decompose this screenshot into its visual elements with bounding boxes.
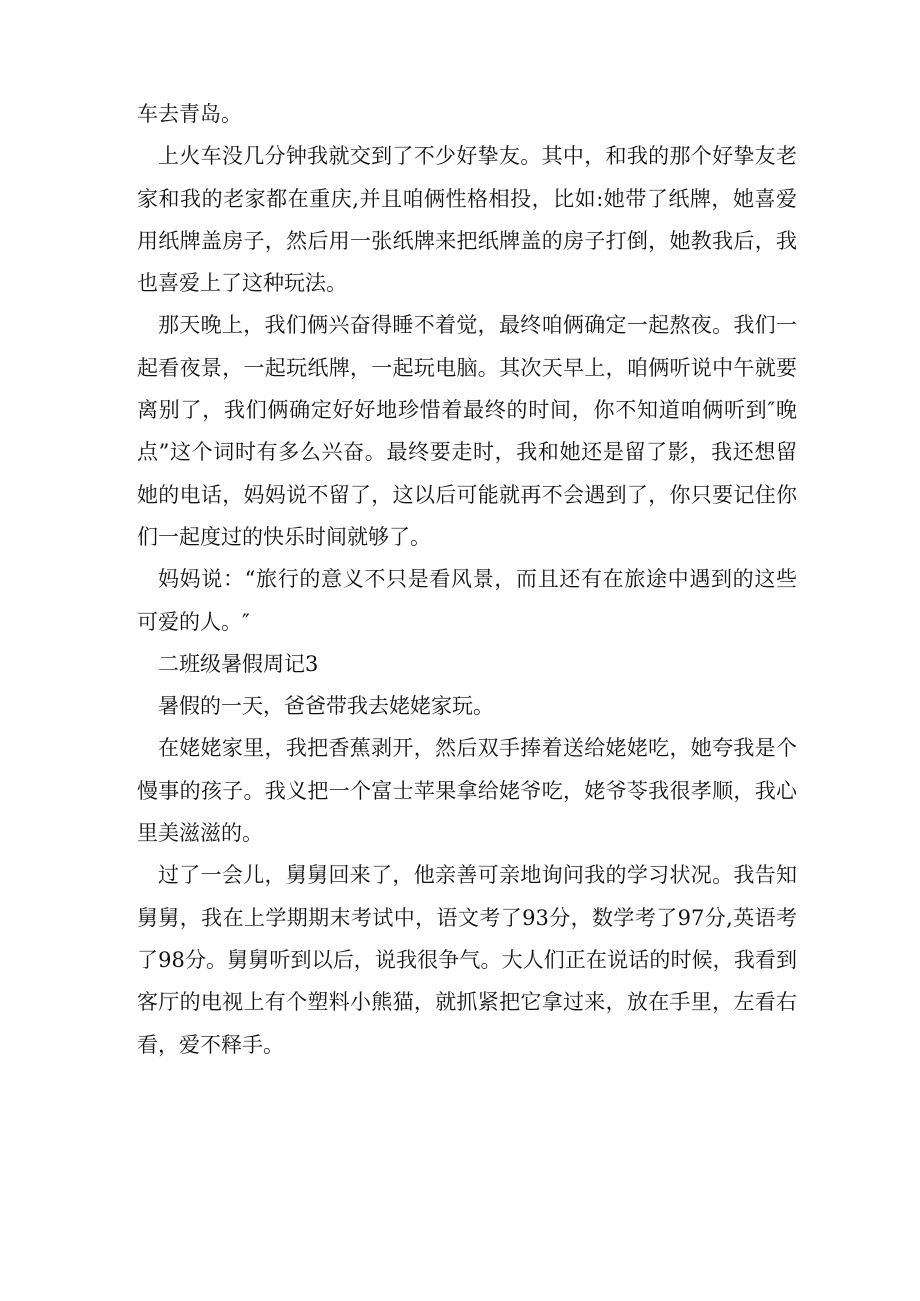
paragraph-uncle: 过了一会儿，舅舅回来了，他亲善可亲地询问我的学习状况。我告知舅舅，我在上学期期末考试中，语文考了93分，数学考了97分,英语考了98分。舅舅听到以后，说我很争气。大人们正在说话的时候，我看到客厅的电视上有个塑料小熊猫，就抓紧把它拿过来，放在手里，左看右看，爱不释手。 bbox=[137, 863, 797, 1057]
paragraph-continuation: 车去青岛。 bbox=[137, 102, 242, 126]
section-heading: 二班级暑假周记3 bbox=[158, 651, 319, 676]
paragraph-train-friends: 上火车没几分钟我就交到了不少好挚友。其中，和我的那个好挚友老家和我的老家都在重庆,并且咱俩性格相投，比如:她带了纸牌，她喜爱用纸牌盖房子，然后用一张纸牌来把纸牌盖的房子打倒，她教我后，我也喜爱上了这种玩法。 bbox=[137, 144, 797, 296]
paragraph-mom-quote: 妈妈说：“旅行的意义不只是看风景，而且还有在旅途中遇到的这些可爱的人。″ bbox=[137, 567, 797, 634]
paragraph-summer-day: 暑假的一天，爸爸带我去姥姥家玩。 bbox=[158, 694, 494, 719]
paragraph-grandma-home: 在姥姥家里，我把香蕉剥开，然后双手捧着送给姥姥吃，她夸我是个慢事的孩子。我义把一个富士苹果拿给姥爷吃，姥爷苓我很孝顺，我心里美滋滋的。 bbox=[137, 736, 797, 846]
paragraph-night: 那天晚上，我们俩兴奋得睡不着觉，最终咱俩确定一起熬夜。我们一起看夜景，一起玩纸牌，一起玩电脑。其次天早上，咱俩听说中午就要离别了，我们俩确定好好地珍惜着最终的时间，你不知道咱俩听到″晚点”这个词时有多么兴奋。最终要走时，我和她还是留了影，我还想留她的电话，妈妈说不留了，这以后可能就再不会遇到了，你只要记住你们一起度过的快乐时间就够了。 bbox=[137, 313, 797, 549]
document-body bbox=[137, 93, 797, 1066]
